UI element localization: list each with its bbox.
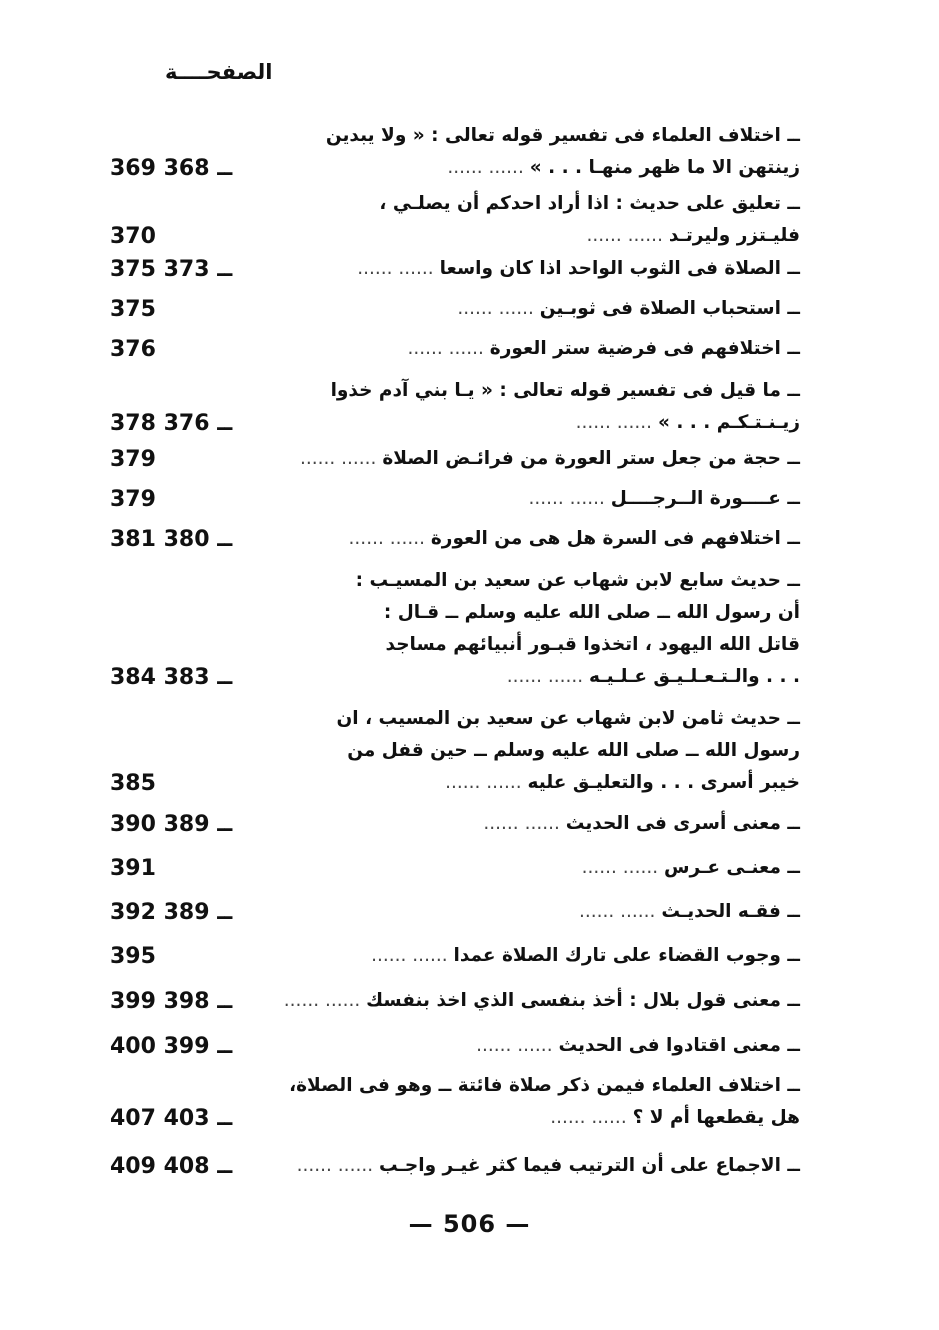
entry-line: رسول الله ــ صلى الله عليه وسلم ــ حين قفل من — [347, 740, 800, 761]
entry-title — [270, 443, 800, 475]
entry-line: . . . والـتـعـلـيـق عـلـيـه ...... ...... — [506, 666, 800, 687]
entry-page-numbers: 376 — [110, 337, 156, 362]
entry-title — [270, 293, 800, 325]
entry-title — [270, 253, 800, 285]
index-entry — [110, 703, 800, 796]
page-number: — 506 — — [408, 1210, 531, 1238]
entry-page-numbers: 390 ــ 389 — [110, 812, 233, 837]
entry-title — [270, 940, 800, 972]
entry-title — [270, 1030, 800, 1062]
entry-page-numbers: 385 — [110, 771, 156, 796]
index-entry — [110, 940, 800, 980]
entry-page-numbers: 399 ــ 398 — [110, 989, 233, 1014]
entry-line: قاتل الله اليهود ، اتخذوا قبـور أنبيائهم مساجد — [385, 634, 800, 655]
leader-dots: ...... ...... — [586, 225, 669, 246]
entry-line: ــ معنـى عـرس ...... ...... — [581, 857, 800, 878]
entry-title — [270, 808, 800, 840]
leader-dots: ...... ...... — [348, 528, 431, 549]
index-entry — [110, 985, 800, 1025]
index-entry — [110, 293, 800, 333]
leader-dots: ...... ...... — [283, 990, 367, 1011]
entry-page-numbers: 392 ــ 389 — [110, 900, 233, 925]
entry-page-numbers: 391 — [110, 856, 156, 881]
entry-title — [270, 333, 800, 365]
index-entry — [110, 1030, 800, 1070]
entry-title — [270, 188, 800, 252]
entry-line: ــ حديث سابع لابن شهاب عن سعيد بن المسيـب : — [355, 570, 800, 591]
entry-line: ــ وجوب القضاء على تارك الصلاة عمدا ...... ...... — [371, 945, 800, 966]
entry-line: خيبر أسرى . . . والتعليـق عليه ...... ...... — [445, 772, 800, 793]
entry-line: ــ الصلاة فى الثوب الواحد اذا كان واسعا ...... ...... — [357, 258, 800, 279]
index-entry — [110, 808, 800, 848]
entry-title — [270, 852, 800, 884]
leader-dots: ...... ...... — [578, 901, 662, 922]
entry-title — [270, 523, 800, 555]
index-entry — [110, 333, 800, 373]
leader-dots: ...... ...... — [296, 1155, 379, 1176]
entry-line: ــ اختلافهم فى السرة هل هى من العورة ...... ...... — [348, 528, 800, 549]
entry-line: ــ الاجماع على أن الترتيب فيما كثر غيـر واجـب ...... ...... — [296, 1155, 800, 1176]
entry-page-numbers: 379 — [110, 487, 156, 512]
entry-page-numbers: 409 ــ 408 — [110, 1154, 233, 1179]
index-entry — [110, 120, 800, 181]
page-column-header: الصفحــــة — [165, 60, 273, 84]
entry-title — [270, 483, 800, 515]
leader-dots: ...... ...... — [581, 857, 664, 878]
index-entry — [110, 1150, 800, 1190]
entry-line: ــ تعليق على حديث : اذا أراد احدكم أن يصلـي ، — [379, 193, 800, 214]
index-entry — [110, 852, 800, 892]
entry-page-numbers: 407 ــ 403 — [110, 1106, 233, 1131]
entry-page-numbers: 378 ــ 376 — [110, 411, 233, 436]
leader-dots: ...... ...... — [447, 157, 530, 178]
index-entry — [110, 896, 800, 936]
entry-title — [270, 1070, 800, 1134]
entry-line: زينتهن الا ما ظهر منهـا . . . » ...... ...... — [447, 157, 800, 178]
index-entry — [110, 443, 800, 483]
entry-line: ــ معنى قول بلال : أخذ بنفسى الذي اخذ بنفسك ...... ...... — [283, 990, 800, 1011]
index-entry — [110, 253, 800, 293]
entry-page-numbers: 381 ــ 380 — [110, 527, 233, 552]
index-entry — [110, 565, 800, 690]
leader-dots: ...... ...... — [407, 338, 490, 359]
entry-line: ــ معنى اقتادوا فى الحديث ...... ...... — [476, 1035, 800, 1056]
leader-dots: ...... ...... — [506, 666, 590, 687]
index-entry — [110, 523, 800, 563]
index-entry — [110, 375, 800, 436]
entry-line: ــ فقـه الحديـث ...... ...... — [578, 901, 800, 922]
entry-page-numbers: 395 — [110, 944, 156, 969]
entry-line: ــ اختلاف العلماء فى تفسير قوله تعالى : « ولا يبدين — [325, 125, 800, 146]
entry-page-numbers: 370 — [110, 224, 156, 249]
entry-page-numbers: 379 — [110, 447, 156, 472]
entry-line: ــ عــــورة الــرجــــل ...... ...... — [528, 488, 800, 509]
entry-line: ــ حديث ثامن لابن شهاب عن سعيد بن المسيب ، ان — [336, 708, 800, 729]
entry-line: ــ ما قيل فى تفسير قوله تعالى : « يـا بني آدم خذوا — [330, 380, 800, 401]
entry-page-numbers: 375 ــ 373 — [110, 257, 233, 282]
index-entry — [110, 1070, 800, 1131]
index-entry — [110, 188, 800, 249]
entry-title — [270, 120, 800, 184]
entry-title — [270, 985, 800, 1017]
leader-dots: ...... ...... — [476, 1035, 559, 1056]
entry-title — [270, 375, 800, 439]
entry-title — [270, 896, 800, 928]
leader-dots: ...... ...... — [528, 488, 611, 509]
entry-line: ــ حجة من جعل ستر العورة من فرائـض الصلاة ...... ...... — [299, 448, 800, 469]
entry-page-numbers: 384 ــ 383 — [110, 665, 233, 690]
entry-page-numbers: 375 — [110, 297, 156, 322]
entry-title — [270, 703, 800, 799]
entry-line: زيـنـتـكـم . . . » ...... ...... — [575, 412, 800, 433]
leader-dots: ...... ...... — [457, 298, 540, 319]
leader-dots: ...... ...... — [550, 1107, 633, 1128]
entry-title — [270, 1150, 800, 1182]
entry-line: ــ معنى أسرى فى الحديث ...... ...... — [483, 813, 800, 834]
entry-line: أن رسول الله ــ صلى الله عليه وسلم ــ قـال : — [383, 602, 800, 623]
entry-line: ــ اختلافهم فى فرضية ستر العورة ...... ...... — [407, 338, 800, 359]
entry-line: ــ استحباب الصلاة فى ثوبـين ...... ...... — [457, 298, 800, 319]
leader-dots: ...... ...... — [575, 412, 658, 433]
entry-page-numbers: 369 ــ 368 — [110, 156, 233, 181]
leader-dots: ...... ...... — [371, 945, 454, 966]
entry-line: ــ اختلاف العلماء فيمن ذكر صلاة فائتة ــ وهو فى الصلاة، — [289, 1075, 800, 1096]
entry-line: هل يقطعها أم لا ؟ ...... ...... — [550, 1107, 800, 1128]
leader-dots: ...... ...... — [445, 772, 528, 793]
leader-dots: ...... ...... — [299, 448, 383, 469]
leader-dots: ...... ...... — [357, 258, 440, 279]
index-entry — [110, 483, 800, 523]
entry-page-numbers: 400 ــ 399 — [110, 1034, 233, 1059]
entry-title — [270, 565, 800, 693]
leader-dots: ...... ...... — [483, 813, 566, 834]
entry-line: فليـتزر وليرتـد ...... ...... — [586, 225, 800, 246]
